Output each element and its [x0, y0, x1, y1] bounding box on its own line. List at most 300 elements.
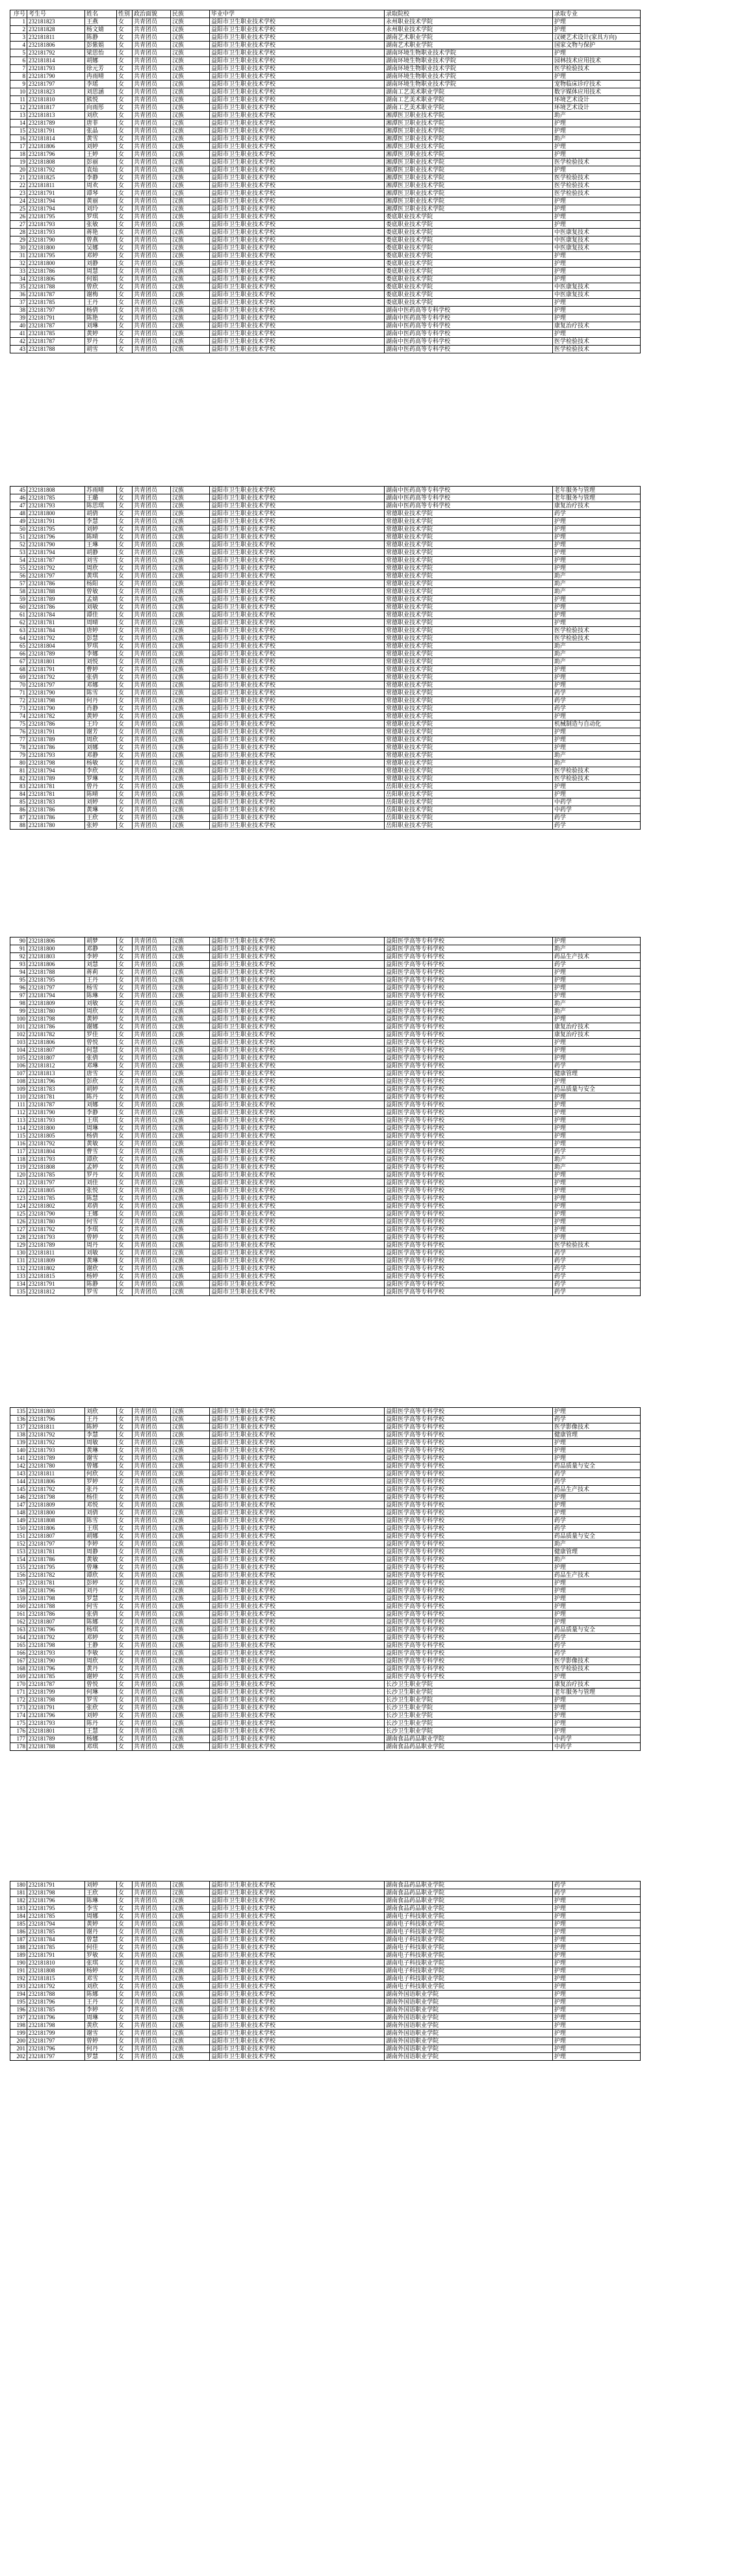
- admitted-college: 湖南中医药高等专科学校: [385, 494, 553, 502]
- ethnicity: 汉族: [171, 814, 210, 822]
- gender: 女: [117, 1548, 133, 1556]
- student-name: 周静: [85, 1548, 117, 1556]
- table-row: [10, 221, 641, 229]
- political-status: 共青团员: [133, 494, 171, 502]
- row-number: 2: [10, 26, 27, 34]
- student-name: 曾婷: [85, 2037, 117, 2045]
- ethnicity: 汉族: [171, 767, 210, 775]
- ethnicity: 汉族: [171, 650, 210, 658]
- graduated-school: 益阳市卫生职业技术学校: [210, 1249, 385, 1257]
- gender: 女: [117, 1249, 133, 1257]
- political-status: 共青团员: [133, 127, 171, 135]
- gender: 女: [117, 1889, 133, 1897]
- row-number: 30: [10, 244, 27, 252]
- admitted-college: 益阳医学高等专科学校: [385, 1533, 553, 1540]
- admitted-major: 药学: [553, 1257, 641, 1265]
- table-row: [10, 666, 641, 674]
- political-status: 共青团员: [133, 244, 171, 252]
- gender: 女: [117, 159, 133, 166]
- gender: 女: [117, 236, 133, 244]
- ethnicity: 汉族: [171, 143, 210, 151]
- student-name: 黄欣: [85, 2022, 117, 2030]
- student-name: 向雨彤: [85, 104, 117, 112]
- row-number: 60: [10, 604, 27, 611]
- admitted-major: 护理: [553, 1967, 641, 1975]
- graduated-school: 益阳市卫生职业技术学校: [210, 627, 385, 635]
- exam-number: 232181828: [27, 26, 85, 34]
- admitted-college: 益阳医学高等专科学校: [385, 1242, 553, 1249]
- exam-number: 232181793: [27, 1650, 85, 1657]
- row-number: 17: [10, 143, 27, 151]
- graduated-school: 益阳市卫生职业技术学校: [210, 682, 385, 689]
- ethnicity: 汉族: [171, 2014, 210, 2022]
- table-row: [10, 767, 641, 775]
- admitted-major: 药学: [553, 1062, 641, 1070]
- admitted-college: 益阳医学高等专科学校: [385, 1164, 553, 1171]
- gender: 女: [117, 1148, 133, 1156]
- gender: 女: [117, 2045, 133, 2053]
- table-row: [10, 1959, 641, 1967]
- political-status: 共青团员: [133, 1203, 171, 1210]
- admitted-college: 常德职业技术学院: [385, 580, 553, 588]
- gender: 女: [117, 1031, 133, 1039]
- graduated-school: 益阳市卫生职业技术学校: [210, 1556, 385, 1564]
- table-row: [10, 1928, 641, 1936]
- graduated-school: 益阳市卫生职业技术学校: [210, 1587, 385, 1595]
- admitted-major: 医学检验技术: [553, 1242, 641, 1249]
- student-name: 谢芳: [85, 728, 117, 736]
- admitted-college: 益阳医学高等专科学校: [385, 1517, 553, 1525]
- political-status: 共青团员: [133, 549, 171, 557]
- admitted-major: 中药学: [553, 806, 641, 814]
- student-name: 李雪: [85, 1905, 117, 1913]
- admitted-college: 湘潭医卫职业技术学院: [385, 190, 553, 198]
- gender: 女: [117, 744, 133, 752]
- table-row: [10, 2037, 641, 2045]
- ethnicity: 汉族: [171, 1210, 210, 1218]
- exam-number: 232181807: [27, 1054, 85, 1062]
- table-row: [10, 57, 641, 65]
- admitted-major: 助产: [553, 1008, 641, 1015]
- gender: 女: [117, 338, 133, 346]
- ethnicity: 汉族: [171, 549, 210, 557]
- table-row: [10, 1533, 641, 1540]
- admitted-college: 湖南外国语职业学院: [385, 2030, 553, 2037]
- exam-number: 232181793: [27, 1720, 85, 1728]
- table-row: [10, 961, 641, 969]
- student-name: 邓静: [85, 752, 117, 759]
- table-row: [10, 1265, 641, 1273]
- row-number: 93: [10, 961, 27, 969]
- admitted-major: 护理: [553, 143, 641, 151]
- ethnicity: 汉族: [171, 182, 210, 190]
- exam-number: 232181786: [27, 1023, 85, 1031]
- graduated-school: 益阳市卫生职业技术学校: [210, 26, 385, 34]
- graduated-school: 益阳市卫生职业技术学校: [210, 1564, 385, 1572]
- exam-number: 232181808: [27, 159, 85, 166]
- ethnicity: 汉族: [171, 533, 210, 541]
- ethnicity: 汉族: [171, 1494, 210, 1501]
- ethnicity: 汉族: [171, 697, 210, 705]
- political-status: 共青团员: [133, 1681, 171, 1689]
- exam-number: 232181815: [27, 1975, 85, 1983]
- row-number: 133: [10, 1273, 27, 1281]
- gender: 女: [117, 682, 133, 689]
- political-status: 共青团员: [133, 322, 171, 330]
- admitted-major: 康复治疗技术: [553, 1023, 641, 1031]
- graduated-school: 益阳市卫生职业技术学校: [210, 1101, 385, 1109]
- admitted-major: 药学: [553, 1470, 641, 1478]
- table-row: [10, 1218, 641, 1226]
- student-name: 张倩: [85, 1611, 117, 1618]
- student-name: 蒋莉: [85, 969, 117, 976]
- admitted-major: 护理: [553, 198, 641, 205]
- admitted-college: 常德职业技术学院: [385, 533, 553, 541]
- gender: 女: [117, 1273, 133, 1281]
- row-number: 184: [10, 1913, 27, 1920]
- gender: 女: [117, 1673, 133, 1681]
- gender: 女: [117, 2037, 133, 2045]
- political-status: 共青团员: [133, 1249, 171, 1257]
- student-name: 唐菲: [85, 120, 117, 127]
- political-status: 共青团员: [133, 1983, 171, 1991]
- table-row: [10, 1881, 641, 1889]
- graduated-school: 益阳市卫生职业技术学校: [210, 1881, 385, 1889]
- table-row: [10, 1101, 641, 1109]
- gender: 女: [117, 494, 133, 502]
- ethnicity: 汉族: [171, 1093, 210, 1101]
- row-number: 173: [10, 1704, 27, 1712]
- gender: 女: [117, 112, 133, 120]
- gender: 女: [117, 1533, 133, 1540]
- ethnicity: 汉族: [171, 2006, 210, 2014]
- exam-number: 232181786: [27, 814, 85, 822]
- table-row: [10, 510, 641, 518]
- admitted-major: 护理: [553, 604, 641, 611]
- student-name: 黄敏: [85, 1556, 117, 1564]
- graduated-school: 益阳市卫生职业技术学校: [210, 1991, 385, 1998]
- table-row: [10, 1288, 641, 1296]
- political-status: 共青团员: [133, 1712, 171, 1720]
- political-status: 共青团员: [133, 1156, 171, 1164]
- table-row: [10, 1967, 641, 1975]
- gender: 女: [117, 96, 133, 104]
- table-row: [10, 1416, 641, 1423]
- gender: 女: [117, 1587, 133, 1595]
- gender: 女: [117, 1218, 133, 1226]
- gender: 女: [117, 244, 133, 252]
- graduated-school: 益阳市卫生职业技术学校: [210, 1281, 385, 1288]
- graduated-school: 益阳市卫生职业技术学校: [210, 291, 385, 299]
- graduated-school: 益阳市卫生职业技术学校: [210, 1486, 385, 1494]
- admission-table: [10, 937, 641, 1296]
- admitted-major: 助产: [553, 1556, 641, 1564]
- ethnicity: 汉族: [171, 151, 210, 159]
- row-number: 97: [10, 992, 27, 1000]
- table-row: [10, 1187, 641, 1195]
- gender: 女: [117, 992, 133, 1000]
- political-status: 共青团员: [133, 2037, 171, 2045]
- exam-number: 232181793: [27, 752, 85, 759]
- gender: 女: [117, 1991, 133, 1998]
- student-name: 王琳: [85, 541, 117, 549]
- admitted-college: 娄底职业技术学院: [385, 252, 553, 260]
- exam-number: 232181791: [27, 1881, 85, 1889]
- table-row: [10, 1015, 641, 1023]
- gender: 女: [117, 1179, 133, 1187]
- admitted-major: 护理: [553, 1234, 641, 1242]
- gender: 女: [117, 767, 133, 775]
- graduated-school: 益阳市卫生职业技术学校: [210, 549, 385, 557]
- table-row: [10, 822, 641, 830]
- student-name: 周娜: [85, 1913, 117, 1920]
- political-status: 共青团员: [133, 1031, 171, 1039]
- gender: 女: [117, 736, 133, 744]
- admitted-college: 益阳医学高等专科学校: [385, 1210, 553, 1218]
- ethnicity: 汉族: [171, 275, 210, 283]
- ethnicity: 汉族: [171, 961, 210, 969]
- admitted-major: 药学: [553, 1889, 641, 1897]
- political-status: 共青团员: [133, 252, 171, 260]
- admitted-major: 护理: [553, 307, 641, 314]
- exam-number: 232181825: [27, 174, 85, 182]
- gender: 女: [117, 1509, 133, 1517]
- admitted-college: 常德职业技术学院: [385, 565, 553, 572]
- ethnicity: 汉族: [171, 213, 210, 221]
- table-row: [10, 1920, 641, 1928]
- admitted-college: 益阳医学高等专科学校: [385, 1101, 553, 1109]
- admitted-college: 湖南中医药高等专科学校: [385, 346, 553, 353]
- gender: 女: [117, 1000, 133, 1008]
- admitted-major: 护理: [553, 1125, 641, 1132]
- ethnicity: 汉族: [171, 2037, 210, 2045]
- admitted-major: 园林技术应用技术: [553, 57, 641, 65]
- graduated-school: 益阳市卫生职业技术学校: [210, 1156, 385, 1164]
- exam-number: 232181791: [27, 518, 85, 526]
- ethnicity: 汉族: [171, 791, 210, 798]
- student-name: 邓娜: [85, 682, 117, 689]
- admitted-college: 益阳医学高等专科学校: [385, 984, 553, 992]
- row-number: 101: [10, 1023, 27, 1031]
- graduated-school: 益阳市卫生职业技术学校: [210, 1187, 385, 1195]
- student-name: 陈婷: [85, 1423, 117, 1431]
- student-name: 张晶: [85, 127, 117, 135]
- graduated-school: 益阳市卫生职业技术学校: [210, 1603, 385, 1611]
- admitted-college: 长沙卫生职业学院: [385, 1728, 553, 1735]
- admitted-college: 岳阳职业技术学院: [385, 798, 553, 806]
- student-name: 罗丹: [85, 338, 117, 346]
- admitted-college: 常德职业技术学院: [385, 759, 553, 767]
- table-row: [10, 635, 641, 643]
- gender: 女: [117, 1920, 133, 1928]
- row-number: 107: [10, 1070, 27, 1078]
- student-name: 曾悦: [85, 1039, 117, 1047]
- table-row: [10, 1626, 641, 1634]
- political-status: 共青团员: [133, 330, 171, 338]
- graduated-school: 益阳市卫生职业技术学校: [210, 1735, 385, 1743]
- political-status: 共青团员: [133, 1548, 171, 1556]
- student-name: 黄雪: [85, 135, 117, 143]
- admitted-major: 护理: [553, 1975, 641, 1983]
- student-name: 刘婷: [85, 143, 117, 151]
- graduated-school: 益阳市卫生职业技术学校: [210, 1572, 385, 1579]
- table-row: [10, 96, 641, 104]
- graduated-school: 益阳市卫生职业技术学校: [210, 174, 385, 182]
- admitted-college: 益阳医学高等专科学校: [385, 1595, 553, 1603]
- row-number: 151: [10, 1533, 27, 1540]
- political-status: 共青团员: [133, 307, 171, 314]
- admitted-college: 益阳医学高等专科学校: [385, 1257, 553, 1265]
- admitted-college: 长沙卫生职业学院: [385, 1696, 553, 1704]
- admitted-college: 益阳医学高等专科学校: [385, 1556, 553, 1564]
- student-name: 谢婷: [85, 1673, 117, 1681]
- gender: 女: [117, 619, 133, 627]
- admitted-college: 常德职业技术学院: [385, 705, 553, 713]
- student-name: 邓倩: [85, 1203, 117, 1210]
- admitted-major: 护理: [553, 1187, 641, 1195]
- table-row: [10, 1673, 641, 1681]
- row-number: 61: [10, 611, 27, 619]
- student-name: 袁灿: [85, 166, 117, 174]
- political-status: 共青团员: [133, 2014, 171, 2022]
- row-number: 40: [10, 322, 27, 330]
- political-status: 共青团员: [133, 1735, 171, 1743]
- admitted-major: 护理: [553, 976, 641, 984]
- table-row: [10, 487, 641, 494]
- admitted-college: 常德职业技术学院: [385, 689, 553, 697]
- table-row: [10, 627, 641, 635]
- row-number: 202: [10, 2053, 27, 2061]
- political-status: 共青团员: [133, 260, 171, 268]
- graduated-school: 益阳市卫生职业技术学校: [210, 1171, 385, 1179]
- gender: 女: [117, 1226, 133, 1234]
- admitted-major: 护理: [553, 682, 641, 689]
- table-row: [10, 1913, 641, 1920]
- row-number: 99: [10, 1008, 27, 1015]
- gender: 女: [117, 88, 133, 96]
- political-status: 共青团员: [133, 1242, 171, 1249]
- admitted-major: 助产: [553, 1156, 641, 1164]
- exam-number: 232181793: [27, 65, 85, 73]
- admitted-major: 药品质量与安全: [553, 1462, 641, 1470]
- student-name: 李欣: [85, 767, 117, 775]
- table-row: [10, 1975, 641, 1983]
- student-name: 曾敏: [85, 588, 117, 596]
- admitted-major: 护理: [553, 166, 641, 174]
- graduated-school: 益阳市卫生职业技术学校: [210, 260, 385, 268]
- political-status: 共青团员: [133, 205, 171, 213]
- admitted-college: 湘潭医卫职业技术学院: [385, 182, 553, 190]
- admitted-major: 药学: [553, 814, 641, 822]
- political-status: 共青团员: [133, 1944, 171, 1952]
- gender: 女: [117, 1494, 133, 1501]
- exam-number: 232181789: [27, 120, 85, 127]
- political-status: 共青团员: [133, 1288, 171, 1296]
- graduated-school: 益阳市卫生职业技术学校: [210, 268, 385, 275]
- ethnicity: 汉族: [171, 1967, 210, 1975]
- graduated-school: 益阳市卫生职业技术学校: [210, 244, 385, 252]
- graduated-school: 益阳市卫生职业技术学校: [210, 596, 385, 604]
- political-status: 共青团员: [133, 976, 171, 984]
- exam-number: 232181786: [27, 1556, 85, 1564]
- admitted-college: 益阳医学高等专科学校: [385, 1572, 553, 1579]
- gender: 女: [117, 1650, 133, 1657]
- admitted-college: 常德职业技术学院: [385, 697, 553, 705]
- ethnicity: 汉族: [171, 1696, 210, 1704]
- admitted-college: 益阳医学高等专科学校: [385, 1626, 553, 1634]
- gender: 女: [117, 1689, 133, 1696]
- ethnicity: 汉族: [171, 643, 210, 650]
- student-name: 彭紫娟: [85, 42, 117, 49]
- table-row: [10, 1008, 641, 1015]
- admitted-college: 常德职业技术学院: [385, 682, 553, 689]
- ethnicity: 汉族: [171, 518, 210, 526]
- student-name: 曹雪: [85, 1148, 117, 1156]
- graduated-school: 益阳市卫生职业技术学校: [210, 104, 385, 112]
- gender: 女: [117, 1462, 133, 1470]
- gender: 女: [117, 143, 133, 151]
- political-status: 共青团员: [133, 557, 171, 565]
- gender: 女: [117, 1704, 133, 1712]
- political-status: 共青团员: [133, 1494, 171, 1501]
- table-row: [10, 1054, 641, 1062]
- exam-number: 232181801: [27, 658, 85, 666]
- column-header: 考生号: [27, 10, 85, 18]
- row-number: 159: [10, 1595, 27, 1603]
- gender: 女: [117, 1047, 133, 1054]
- admitted-major: 护理: [553, 549, 641, 557]
- ethnicity: 汉族: [171, 945, 210, 953]
- row-number: 16: [10, 135, 27, 143]
- student-name: 彭欣: [85, 1078, 117, 1086]
- student-name: 陈琳: [85, 1897, 117, 1905]
- student-name: 黄丹: [85, 1665, 117, 1673]
- admitted-major: 护理: [553, 1226, 641, 1234]
- exam-number: 232181823: [27, 18, 85, 26]
- exam-number: 232181789: [27, 736, 85, 744]
- admitted-college: 娄底职业技术学院: [385, 244, 553, 252]
- political-status: 共青团员: [133, 1273, 171, 1281]
- admitted-major: 护理: [553, 1920, 641, 1928]
- table-row: [10, 346, 641, 353]
- admitted-major: 护理: [553, 73, 641, 81]
- admitted-college: 湖南工艺美术职业学院: [385, 104, 553, 112]
- admitted-college: 益阳医学高等专科学校: [385, 1093, 553, 1101]
- graduated-school: 益阳市卫生职业技术学校: [210, 198, 385, 205]
- gender: 女: [117, 1242, 133, 1249]
- admitted-major: 药学: [553, 1634, 641, 1642]
- admitted-major: 药品质量与安全: [553, 1626, 641, 1634]
- admitted-college: 益阳医学高等专科学校: [385, 1650, 553, 1657]
- admitted-major: 护理: [553, 1928, 641, 1936]
- ethnicity: 汉族: [171, 104, 210, 112]
- graduated-school: 益阳市卫生职业技术学校: [210, 322, 385, 330]
- admitted-college: 湘潭医卫职业技术学院: [385, 205, 553, 213]
- admitted-college: 常德职业技术学院: [385, 510, 553, 518]
- table-row: [10, 314, 641, 322]
- political-status: 共青团员: [133, 198, 171, 205]
- admitted-college: 益阳医学高等专科学校: [385, 1203, 553, 1210]
- student-name: 杨琪: [85, 1626, 117, 1634]
- graduated-school: 益阳市卫生职业技术学校: [210, 1712, 385, 1720]
- political-status: 共青团员: [133, 510, 171, 518]
- student-name: 杨婷: [85, 1967, 117, 1975]
- student-name: 徐元芳: [85, 65, 117, 73]
- gender: 女: [117, 572, 133, 580]
- admitted-college: 益阳医学高等专科学校: [385, 1642, 553, 1650]
- exam-number: 232181787: [27, 338, 85, 346]
- gender: 女: [117, 1975, 133, 1983]
